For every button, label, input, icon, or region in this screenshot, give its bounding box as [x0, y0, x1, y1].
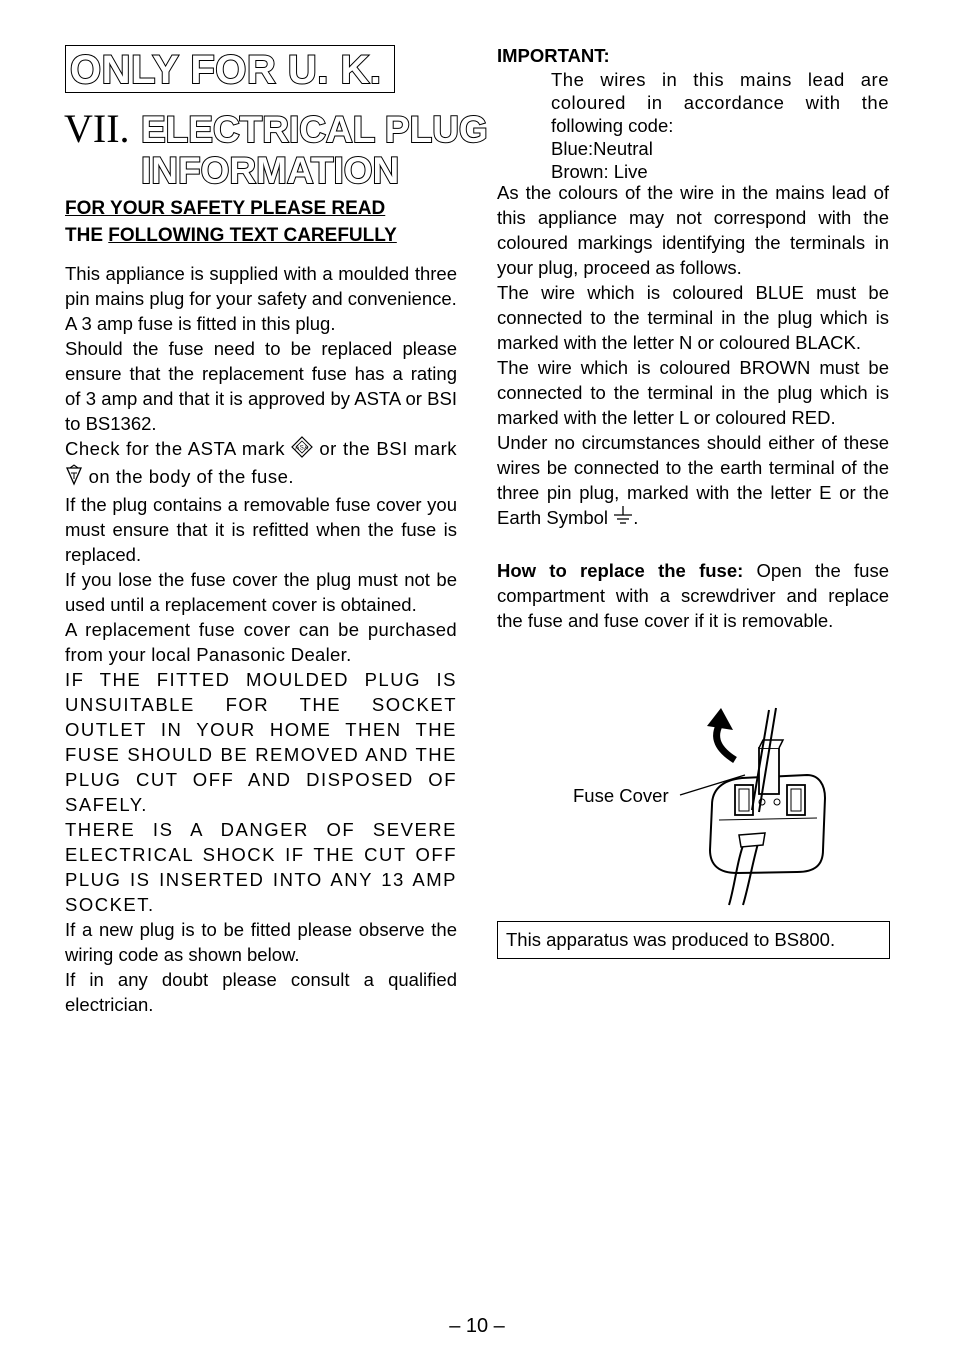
- bsi-text: or the BSI mark: [319, 438, 458, 459]
- important-block: [551, 68, 889, 183]
- spacer: [497, 533, 889, 558]
- paragraph: If a new plug is to be fitted please observe the wiring code as shown below.: [65, 919, 457, 966]
- earth-symbol-icon: [613, 505, 633, 533]
- fuse-cover-label: Fuse Cover: [573, 785, 669, 806]
- paragraph: A 3 amp fuse is fitted in this plug.: [65, 313, 336, 334]
- section-title-line2: INFORMATION: [141, 150, 400, 191]
- svg-text:ASA: ASA: [295, 445, 309, 452]
- safety-heading-line1: FOR YOUR SAFETY PLEASE READ: [65, 198, 386, 219]
- paragraph: The wire which is coloured BLUE must be connected to the terminal in the plug which is marked with the letter N or coloured BLACK.: [497, 282, 889, 353]
- important-line: The wires in this mains lead are: [551, 69, 889, 90]
- left-body-text: [65, 261, 457, 1017]
- section-number: VII.: [64, 106, 130, 151]
- bsi-kitemark-icon: [65, 464, 83, 492]
- fuse-replace-heading: How to replace the fuse:: [497, 560, 744, 582]
- paragraph-earth: [497, 430, 889, 533]
- earth-text: Under no circumstances should either of these wires be connected to the earth terminal of the three pin plug, marked with the letter E or the Earth Symbol: [497, 432, 889, 528]
- paragraph: As the colours of the wire in the mains lead of this appliance may not correspond with the coloured markings identifying the terminals in your plug, proceed as follows.: [497, 182, 889, 278]
- asta-text: Check for the ASTA mark: [65, 438, 285, 459]
- asta-mark-icon: [291, 436, 313, 464]
- warning-paragraph: IF THE FITTED MOULDED PLUG IS UNSUITABLE FOR THE SOCKET OUTLET IN YOUR HOME THEN THE FUSE SHOULD BE REMOVED AND THE PLUG CUT OFF AND DISPOSED OF SAFELY.: [65, 669, 457, 816]
- fuse-body-text: on the body of the fuse.: [88, 466, 295, 488]
- paragraph: Should the fuse need to be replaced please ensure that the replacement fuse has a rating of 3 amp and that it is approved by ASTA or BSI to BS1362.: [65, 338, 457, 434]
- fuse-replace-paragraph: [497, 558, 889, 633]
- danger-paragraph: THERE IS A DANGER OF SEVERE ELECTRICAL SHOCK IF THE CUT OFF PLUG IS INSERTED INTO ANY 13 AMP SOCKET.: [65, 819, 457, 916]
- important-line: Blue:Neutral: [551, 138, 653, 159]
- safety-heading: [65, 195, 457, 249]
- paragraph: If the plug contains a removable fuse cover you must ensure that it is refitted when the fuse is replaced.: [65, 494, 457, 566]
- paragraph: The wire which is coloured BROWN must be connected to the terminal in the plug which is marked with the letter L or coloured RED.: [497, 357, 889, 428]
- important-line: Brown: Live: [551, 161, 648, 182]
- earth-text-end: .: [633, 507, 639, 528]
- paragraph-fuse-marks: [65, 436, 457, 492]
- important-line: following code:: [551, 115, 674, 136]
- safety-heading-underlined: FOLLOWING TEXT CAREFULLY: [108, 225, 397, 246]
- uk-title: ONLY FOR U. K.: [70, 48, 382, 92]
- safety-heading-prefix: THE: [65, 225, 109, 246]
- important-heading: IMPORTANT:: [497, 45, 610, 66]
- paragraph: If you lose the fuse cover the plug must not be used until a replacement cover is obtained.: [65, 569, 457, 616]
- paragraph: A replacement fuse cover can be purchased from your local Panasonic Dealer.: [65, 619, 457, 666]
- right-body-text: [497, 180, 889, 633]
- paragraph: If in any doubt please consult a qualified electrician.: [65, 969, 457, 1016]
- important-line: coloured in accordance with the: [551, 92, 889, 113]
- fuse-replace-text: Open the fuse compartment with a screwdriver and replace the fuse and fuse cover if it is removable.: [497, 560, 889, 632]
- safety-heading-line2: [65, 222, 457, 249]
- page-number: – 10 –: [449, 1315, 505, 1337]
- section-title-line1: ELECTRICAL PLUG: [141, 109, 488, 150]
- paragraph: This appliance is supplied with a moulded three pin mains plug for your safety and convenience.: [65, 263, 457, 309]
- bs-note-box: This apparatus was produced to BS800.: [497, 921, 890, 959]
- plug-illustration: [497, 700, 889, 910]
